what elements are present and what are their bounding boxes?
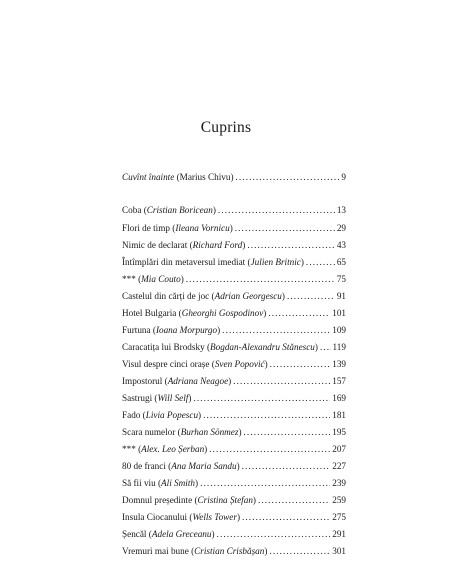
- toc-entry-title: Întîmplări din metaversul imediat (: [122, 257, 251, 267]
- toc-entry-label: [122, 409, 201, 421]
- toc-entry-title: Scara numelor (: [122, 427, 181, 437]
- toc-entry-page-number: 65: [336, 257, 346, 267]
- toc-entry-label: [122, 528, 215, 540]
- toc-entry-title: Fado (: [122, 410, 146, 420]
- toc-entry-title: Să fii viu (: [122, 478, 162, 488]
- toc-entry-label: [122, 511, 240, 523]
- toc-entry-author: Richard Ford: [192, 240, 243, 250]
- toc-entry-leader-dots: [217, 528, 331, 540]
- toc-entry-title: *** (: [122, 444, 142, 454]
- toc-entry-label: [122, 477, 198, 489]
- toc-entry-author: Ileana Vornicu: [175, 223, 230, 233]
- toc-entry-title: Furtuna (: [122, 325, 156, 335]
- toc-entry-suffix: ): [242, 240, 246, 250]
- toc-entry: [122, 204, 346, 216]
- toc-entry-leader-dots: [242, 511, 330, 523]
- toc-entry-leader-dots: [186, 273, 335, 285]
- toc-entry: [122, 494, 346, 506]
- toc-entry-label: [122, 460, 240, 472]
- toc-entry-leader-dots: [244, 426, 331, 438]
- toc-entry: [122, 426, 346, 438]
- toc-entry-page-number: 157: [332, 376, 346, 386]
- toc-entry-leader-dots: [242, 460, 331, 472]
- toc-entry-page-number: 275: [332, 512, 346, 522]
- toc-entry-page-number: 301: [332, 546, 346, 556]
- toc-entry-page-number: 239: [332, 478, 346, 488]
- toc-entry-suffix: ): [236, 512, 241, 522]
- toc-entry-page-number: 119: [332, 342, 346, 352]
- toc-entry-label: [122, 171, 234, 183]
- toc-entry-title: Insula Ciocanului (: [122, 512, 193, 522]
- toc-entry-leader-dots: [200, 477, 330, 489]
- toc-entry-author: Adrian Georgescu: [214, 291, 282, 301]
- toc-entry: [122, 222, 346, 234]
- toc-entry-suffix: ): [217, 325, 221, 335]
- toc-entry-author: Alex. Leo Șerban: [141, 444, 205, 454]
- toc-entry-label: [122, 358, 268, 370]
- toc-entry-author: Ali Smith: [161, 478, 195, 488]
- toc-entry-author: Cristina Ștefan: [197, 495, 253, 505]
- toc-entry-page-number: 43: [336, 240, 346, 250]
- toc-entry-leader-dots: [247, 239, 335, 251]
- toc-entry-author: Adela Greceanu: [151, 529, 212, 539]
- toc-entry-title: Flori de timp (: [122, 223, 176, 233]
- toc-entry-leader-dots: [193, 392, 330, 404]
- toc-entry-page-number: 101: [332, 308, 346, 318]
- toc-entry-title: Domnul președinte (: [122, 495, 198, 505]
- toc-entry-suffix: ): [180, 274, 184, 284]
- toc-entry-author: Burhan Sönmez: [180, 427, 239, 437]
- toc-entry-label: [122, 273, 184, 285]
- toc-entry: [122, 341, 346, 353]
- toc-entry-page-number: 259: [332, 495, 346, 505]
- toc-entry-author: Mia Couto: [141, 274, 181, 284]
- toc-entry-suffix: ): [281, 291, 285, 301]
- toc-entry-label: [122, 307, 266, 319]
- toc-entry-suffix: ): [211, 529, 215, 539]
- toc-entry-page-number: 169: [332, 393, 346, 403]
- toc-entry-author: Cuvînt înainte: [122, 172, 175, 182]
- toc-entry-title: Visul despre cinci orașe (: [122, 359, 215, 369]
- toc-entry: [122, 477, 346, 489]
- toc-entry-leader-dots: [236, 171, 340, 183]
- toc-entry-leader-dots: [287, 290, 335, 302]
- toc-entry-author: Julien Britnic: [250, 257, 301, 267]
- toc-entry-title: *** (: [122, 274, 142, 284]
- toc-entry: [122, 324, 346, 336]
- toc-entry-page-number: 29: [336, 223, 346, 233]
- toc-entry-suffix: ): [263, 308, 267, 318]
- toc-entry-title: Nimic de declarat (: [122, 240, 193, 250]
- toc-entry-suffix: ): [300, 257, 304, 267]
- toc-entry: [122, 239, 346, 251]
- toc-entry-leader-dots: [320, 341, 331, 353]
- toc-entry-title: 80 de franci (: [122, 461, 172, 471]
- toc-entry-label: [122, 341, 318, 353]
- toc-entry-page-number: 195: [332, 427, 346, 437]
- toc-entry-leader-dots: [306, 256, 335, 268]
- toc-entry-author: Adriana Neagoe: [167, 376, 229, 386]
- toc-entry-author: Ioana Morpurgo: [155, 325, 218, 335]
- toc-entry-title: Impostorul (: [122, 376, 168, 386]
- toc-entry-suffix: ): [238, 427, 242, 437]
- toc-entry-leader-dots: [218, 204, 335, 216]
- toc-entry-page-number: 227: [332, 461, 346, 471]
- toc-entry-label: [122, 375, 231, 387]
- toc-entry-page-number: 139: [332, 359, 346, 369]
- toc-entry-page-number: 9: [341, 172, 346, 182]
- toc-entry: [122, 375, 346, 387]
- toc-entry-suffix: ): [188, 393, 192, 403]
- toc-entry-label: [122, 204, 216, 216]
- toc-entry-leader-dots: [258, 494, 330, 506]
- toc-entry-leader-dots: [268, 307, 330, 319]
- toc-entry-title: Vremuri mai bune (: [122, 546, 195, 556]
- toc-entry: [122, 528, 346, 540]
- toc-entry-page-number: 291: [332, 529, 346, 539]
- toc-entry: [122, 511, 346, 523]
- toc-entry: [122, 392, 346, 404]
- toc-entry-label: [122, 324, 220, 336]
- toc-entry-title: Sastrugi (: [122, 393, 158, 403]
- toc-entry-author: Ana Maria Sandu: [171, 461, 237, 471]
- toc-entry: [122, 460, 346, 472]
- toc-entry-title: Hotel Bulgaria (: [122, 308, 182, 318]
- toc-entry-title: Șencăl (: [122, 529, 152, 539]
- toc-entry-suffix: ): [264, 546, 268, 556]
- toc-entry-author: Livia Popescu: [145, 410, 199, 420]
- toc-entry-author: Gheorghi Gospodinov: [181, 308, 264, 318]
- toc-entry-leader-dots: [270, 358, 331, 370]
- toc-entry: [122, 290, 346, 302]
- page-title: Cuprins: [200, 119, 252, 136]
- toc-entry-author: Cristian Boricean: [146, 205, 213, 215]
- toc-entry-page-number: 109: [332, 325, 346, 335]
- toc-entry-suffix: ): [212, 205, 216, 215]
- toc-entry-label: [122, 256, 304, 268]
- toc-entry-suffix: ): [229, 223, 233, 233]
- toc-entry-suffix: (Marius Chivu): [174, 172, 234, 182]
- toc-entry-label: [122, 494, 256, 506]
- toc-entry-label: [122, 545, 267, 557]
- toc-entry: [122, 443, 346, 455]
- toc-entry-page-number: 207: [332, 444, 346, 454]
- toc-entry-page-number: 75: [336, 274, 346, 284]
- toc-entry-author: Cristian Crisbășan: [194, 546, 265, 556]
- toc-entry-page-number: 91: [336, 291, 346, 301]
- toc-entry-page-number: 181: [332, 410, 346, 420]
- toc-entry-leader-dots: [269, 545, 330, 557]
- toc-entry-suffix: ): [314, 342, 318, 352]
- toc-entry-author: Sven Popović: [214, 359, 265, 369]
- toc-entry: [122, 256, 346, 268]
- toc-entry-leader-dots: [222, 324, 330, 336]
- toc-entry: [122, 409, 346, 421]
- toc-entry-title: Coba (: [122, 205, 147, 215]
- toc-entry-suffix: ): [236, 461, 240, 471]
- toc-entry: [122, 171, 346, 183]
- toc-entry-title: Castelul din cărți de joc (: [122, 291, 215, 301]
- toc-entry: [122, 273, 346, 285]
- toc-entry-suffix: ): [195, 478, 199, 488]
- toc-entry-label: [122, 426, 242, 438]
- toc-entry-leader-dots: [233, 375, 330, 387]
- toc-entry-author: Bogdan-Alexandru Stănescu: [210, 342, 315, 352]
- toc-entry-suffix: ): [252, 495, 256, 505]
- toc-entry-label: [122, 443, 207, 455]
- toc-entry-leader-dots: [209, 443, 330, 455]
- toc-entry: [122, 358, 346, 370]
- toc-entry-leader-dots: [235, 222, 335, 234]
- toc-entry-leader-dots: [203, 409, 330, 421]
- toc-entry-suffix: ): [264, 359, 268, 369]
- toc-entry-label: [122, 239, 245, 251]
- toc-entry-suffix: ): [204, 444, 208, 454]
- toc-entry-suffix: ): [228, 376, 232, 386]
- toc-entry: [122, 545, 346, 557]
- toc-entry-page-number: 13: [336, 205, 346, 215]
- toc-entry-label: [122, 290, 285, 302]
- toc-entry: [122, 307, 346, 319]
- toc-entry-label: [122, 222, 233, 234]
- toc-entry-author: Wells Tower: [192, 512, 237, 522]
- toc-entry-title: Caracatița lui Brodsky (: [122, 342, 211, 352]
- toc-entry-author: Will Self: [157, 393, 189, 403]
- toc-entry-label: [122, 392, 191, 404]
- toc-entry-suffix: ): [198, 410, 202, 420]
